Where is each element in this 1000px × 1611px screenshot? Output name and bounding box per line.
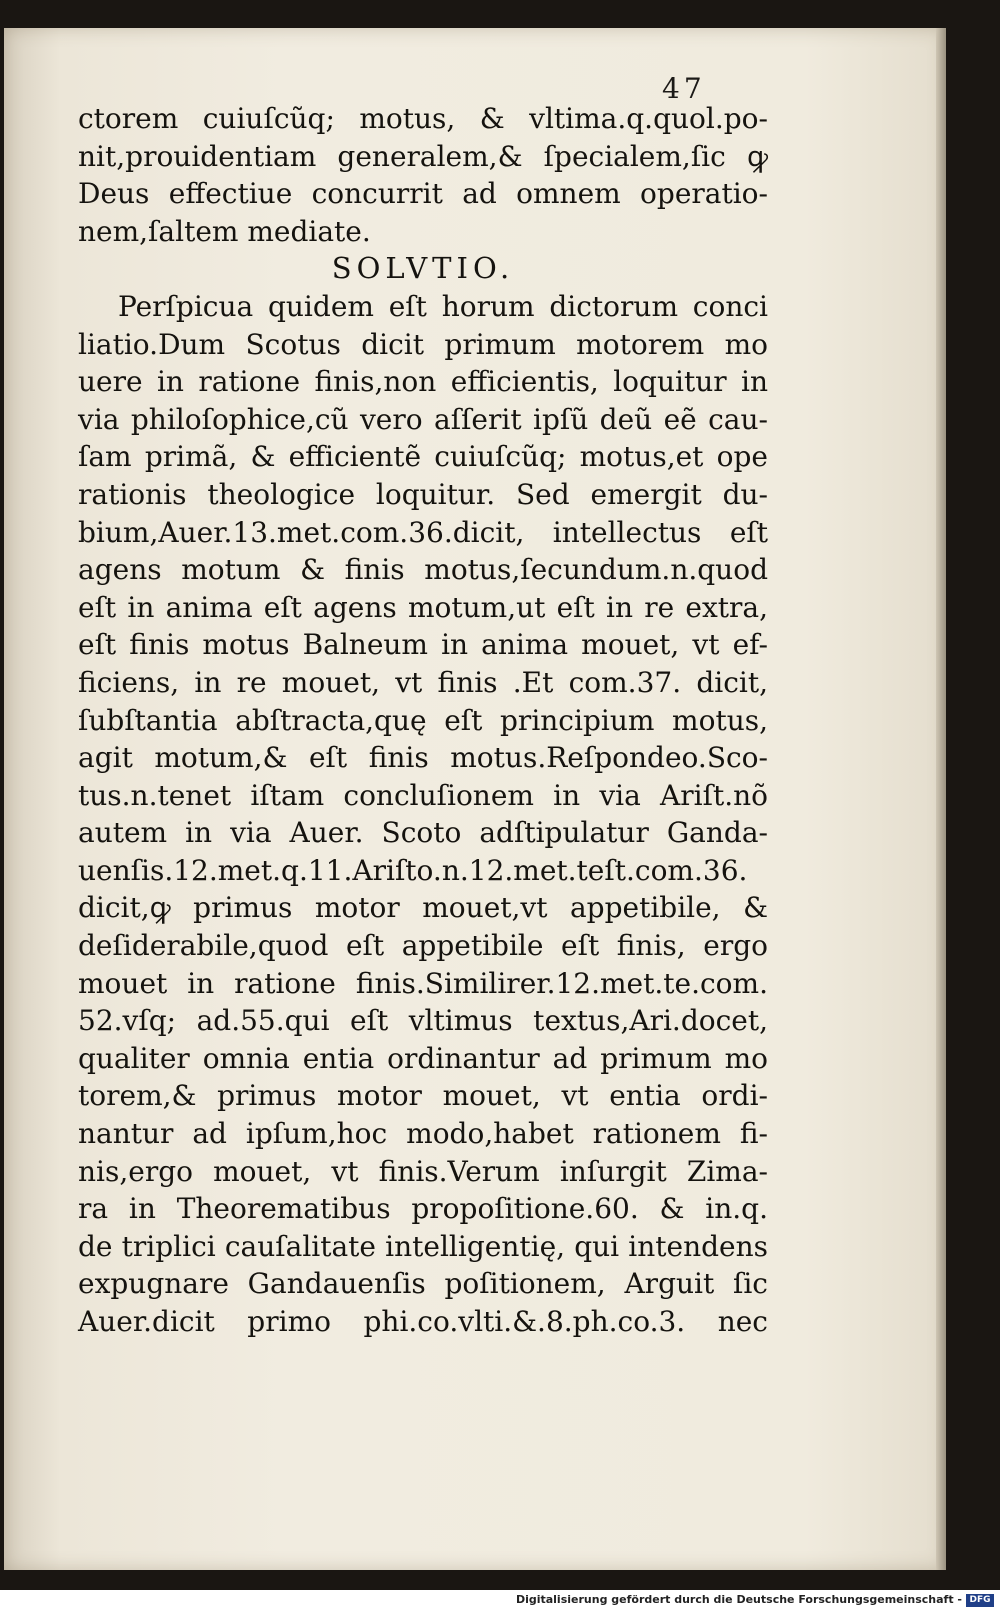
text-line: nem,ſaltem mediate.	[78, 214, 371, 248]
text-block	[78, 100, 768, 1341]
text-line: ficiens, in re mouet, vt finis .Et com.37. dicit,	[78, 665, 768, 699]
text-line: nit,prouidentiam generalem,& ſpecialem,ſic ꝙ	[78, 139, 768, 173]
text-line: ſubſtantia abſtracta,quę eſt principium motus,	[78, 703, 768, 737]
text-line: agit motum,& eſt finis motus.Reſpondeo.Sco-	[78, 741, 768, 775]
text-line: tus.n.tenet iſtam concluſionem in via Ariſt.nõ	[78, 778, 768, 812]
text-line: Deus effectiue concurrit ad omnem operatio-	[78, 177, 768, 211]
text-line: expugnare Gandauenſis poſitionem, Arguit ſic	[78, 1267, 768, 1301]
text-line: qualiter omnia entia ordinantur ad primum mo	[78, 1041, 768, 1075]
text-line: via philoſophice,cũ vero aſſerit ipſũ deũ eẽ cau-	[78, 402, 768, 436]
text-line: nantur ad ipſum,hoc modo,habet rationem fi-	[78, 1117, 768, 1151]
text-line: de triplici cauſalitate intelligentię, qui intendens	[78, 1229, 768, 1263]
text-line: mouet in ratione finis.Similirer.12.met.te.com.	[78, 966, 768, 1000]
text-line: dicit,ꝙ primus motor mouet,vt appetibile, &	[78, 891, 768, 925]
text-line: liatio.Dum Scotus dicit primum motorem mo	[78, 327, 768, 361]
dfg-logo: DFG	[966, 1594, 994, 1607]
text-line: uere in ratione finis,non efficientis, loquitur in	[78, 365, 768, 399]
text-line: deſiderabile,quod eſt appetibile eſt finis, ergo	[78, 929, 768, 963]
text-line: rationis theologice loquitur. Sed emergit du-	[78, 477, 768, 511]
text-line: bium,Auer.13.met.com.36.dicit, intellectus eſt	[78, 515, 768, 549]
text-line: 52.vſq; ad.55.qui eſt vltimus textus,Ari.docet,	[78, 1004, 768, 1038]
text-line: eſt finis motus Balneum in anima mouet, vt ef-	[78, 628, 768, 662]
footer-credit: Digitalisierung gefördert durch die Deutsche Forschungsgemeinschaft -	[515, 1593, 962, 1606]
text-line: uenſis.12.met.q.11.Ariſto.n.12.met.teſt.com.36.	[78, 853, 748, 887]
text-line: ctorem cuiuſcũq; motus, & vltima.q.quol.po-	[78, 102, 768, 135]
text-line: ra in Theorematibus propoſitione.60. & in.q.	[78, 1192, 768, 1226]
text-line: eſt in anima eſt agens motum,ut eſt in re extra,	[78, 590, 768, 624]
page-edge	[936, 28, 946, 1570]
text-line: agens motum & finis motus,ſecundum.n.quod	[78, 553, 768, 587]
page-number: 47	[662, 72, 706, 105]
text-line: torem,& primus motor mouet, vt entia ordi-	[78, 1079, 768, 1113]
footer-bar	[0, 1590, 1000, 1611]
text-line: Perſpicua quidem eſt horum dictorum conci	[118, 289, 768, 323]
text-line: Auer.dicit primo phi.co.vlti.&.8.ph.co.3. nec	[78, 1305, 768, 1338]
section-heading: SOLVTIO.	[331, 251, 515, 286]
text-line: autem in via Auer. Scoto adſtipulatur Ganda-	[78, 816, 768, 850]
text-line: nis,ergo mouet, vt finis.Verum inſurgit Zima-	[78, 1154, 768, 1188]
text-line: ſam primã, & efficientẽ cuiuſcũq; motus,et ope	[78, 440, 768, 474]
